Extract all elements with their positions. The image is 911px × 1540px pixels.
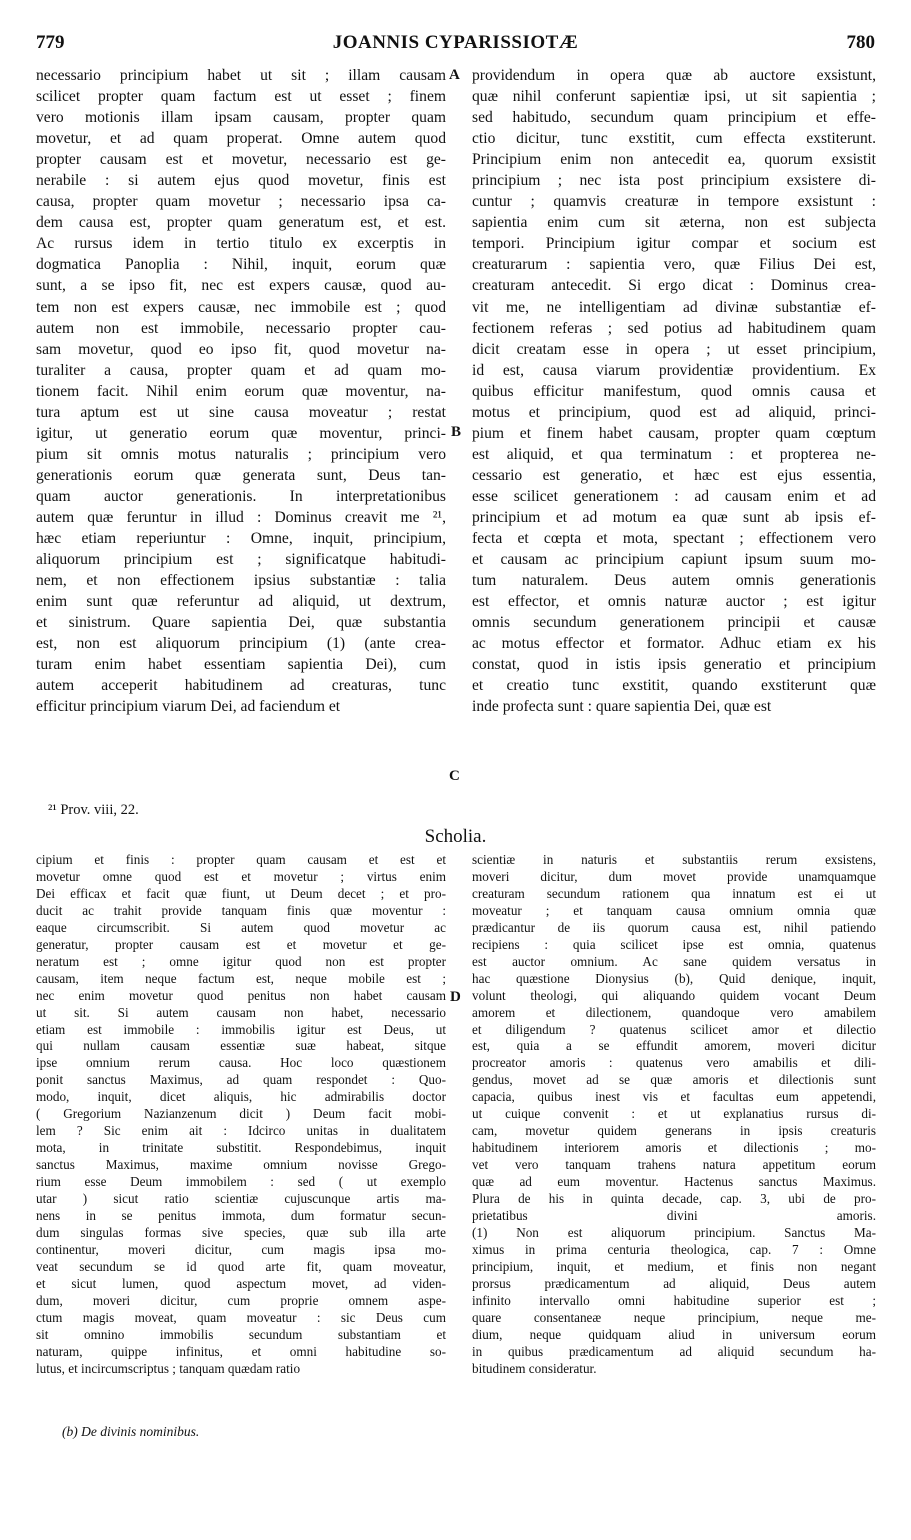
text-line: cessario est generatio, et hæc est ejus essentia,	[472, 466, 876, 484]
text-line: lem ? Sic enim ait : Idcirco unitas in dualitatem	[36, 1123, 446, 1139]
text-line: moveatur ; et tanquam causa omnium omnia quæ	[472, 902, 876, 918]
text-line: hac quæstione Dionysius (b), Quid denique, inquit,	[472, 970, 876, 986]
text-line: dum, moveri dicitur, cum proprie omnem aspe-	[36, 1292, 446, 1308]
text-line: Dei efficax et facit quæ fiunt, ut Deum decet ; et pro-	[36, 885, 446, 901]
text-line: sanctus Maximus, maxime omnium novisse Grego-	[36, 1157, 446, 1173]
text-line: neratum est ; omne igitur quod non est propter	[36, 953, 446, 969]
text-line: turaliter a causa, propter quam et ad quam mo-	[36, 361, 446, 379]
text-line: lutus, et incircumscriptus ; tanquam quædam ratio	[36, 1360, 301, 1376]
text-line: etiam est immobile : immobilis igitur est Deus, ut	[36, 1021, 446, 1037]
text-line: et creatio tunc exstitit, quando exstiterunt quæ	[472, 677, 876, 695]
scholia-left-column	[36, 852, 446, 1378]
text-line: igitur, ut generatio eorum quæ moventur, princi-	[36, 424, 446, 442]
text-line: id est, causa viarum providentiæ providentium. Ex	[472, 361, 876, 379]
text-line: volunt theologi, qui aliquando quidem vocant Deum	[472, 987, 876, 1003]
text-line: continentur, moveri dicitur, cum magis ipsa mo-	[36, 1241, 446, 1257]
text-line: prorsus prædicamentum ad aliquid, Deus autem	[472, 1275, 876, 1291]
text-line: dicit creatam esse in opera ; ut esset principium,	[472, 340, 876, 358]
text-line: hæc etiam reperiuntur : Omne, inquit, principium,	[36, 530, 446, 548]
text-line: dum singulas formas sive species, quæ sub illa arte	[36, 1224, 446, 1240]
text-line: cam, movetur quidem generans in ipsis creaturis	[472, 1123, 876, 1139]
text-line: prædicantur de iis quorum causa est, nihil patiendo	[472, 919, 876, 935]
text-line: causam, item neque factum est, neque mobile est ;	[36, 970, 446, 986]
text-line: tempori. Principium igitur compar et socium est	[472, 235, 876, 253]
text-line: tum naturalem. Deus autem omnis generationis	[472, 572, 876, 590]
text-line: quæ nihil conferunt sapientiæ ipsi, ut sit sapientia ;	[472, 88, 876, 106]
text-line: autem non est immobile, necessario propter cau-	[36, 319, 446, 337]
text-line: utar ) sicut ratio scientiæ cujuscunque artis ma-	[36, 1191, 446, 1207]
text-line: causa, propter quam movetur ; necessario ipsa ca-	[36, 193, 446, 211]
text-line: cipium et finis : propter quam causam et est et	[36, 852, 446, 867]
text-line: modo, inquit, dicet aliquis, hic admirabilis doctor	[36, 1089, 446, 1105]
text-line: pium et finem habet causam, propter quam cœptum	[472, 424, 876, 442]
text-line: dogmatica Panoplia : Nihil, inquit, eorum quæ	[36, 256, 446, 274]
text-line: mota, in trinitate substitit. Respondebimus, inquit	[36, 1140, 446, 1156]
text-line: scilicet propter quam factum est ut esset ; finem	[36, 88, 446, 106]
text-line: tionem facit. Nihil enim eorum quæ moventur, na-	[36, 382, 446, 400]
text-line: ctio dicitur, tunc exstitit, cum effecta exstiterunt.	[472, 130, 876, 148]
text-line: et sinistrum. Quare sapientia Dei, quæ substantia	[36, 614, 446, 632]
text-line: capacia, quibus inest vis et facultas eum appetendi,	[472, 1089, 876, 1105]
text-line: ac motus effector et formator. Adhuc etiam ex his	[472, 635, 876, 653]
text-line: vet vero tanquam trahens natura appetitum eorum	[472, 1157, 876, 1173]
text-line: quibus efficitur manifestum, quod omnis causa et	[472, 382, 876, 400]
text-line: ximus in prima centuria theologica, cap. 7 : Omne	[472, 1241, 876, 1257]
text-line: ( Gregorium Nazianzenum dicit ) Deum facit mobi-	[36, 1106, 446, 1122]
text-line: qui nullam causam essentiæ suæ habeat, sitque	[36, 1038, 446, 1054]
text-line: nec enim movetur quod penitus non habet causam	[36, 987, 446, 1003]
text-line: Principium enim non antecedit ea, quorum exsistit	[472, 151, 876, 169]
text-line: ducit ac trahit provide tanquam finis quæ moventur :	[36, 902, 446, 918]
text-line: infinito intervallo omni habitudine superior est ;	[472, 1292, 876, 1308]
page-number-right: 780	[846, 32, 875, 53]
text-line: principium, inquit, et medium, et finis non negant	[472, 1258, 876, 1274]
text-line: rium esse Deum immobilem : sed ( ut exemplo	[36, 1174, 446, 1190]
text-line: inde profecta sunt : quare sapientia Dei, quæ est	[472, 698, 772, 716]
text-line: quam auctor generationis. In interpretationibus	[36, 487, 446, 505]
scholia-right-column	[472, 852, 876, 1378]
text-line: nerabile : si autem ejus quod movetur, finis est	[36, 172, 446, 190]
text-line: fecta et cœpta et mota, spectant ; effectionem vero	[472, 530, 876, 548]
text-line: gendus, movet ad se quæ amoris et dilectionis sunt	[472, 1072, 876, 1088]
main-text-left-column	[36, 65, 446, 717]
text-line: et sicut lumen, quod aspectum movet, ad viden-	[36, 1275, 446, 1291]
text-line: omnis secundum generationem principii et causæ	[472, 614, 876, 632]
text-line: procreator amoris : quatenus vero amabilis et dili-	[472, 1055, 876, 1071]
text-line: prietatibus divini amoris.	[472, 1208, 876, 1224]
main-text-right-column	[472, 65, 876, 717]
text-line: ut sit. Si autem causam non habet, necessario	[36, 1004, 446, 1020]
text-line: ctum magis moveat, quam moveatur : sic Deus cum	[36, 1309, 446, 1325]
margin-marker-c: C	[449, 768, 460, 784]
text-line: enim sunt quæ referuntur ad aliquid, ut dextrum,	[36, 593, 446, 611]
text-line: constat, quod in istis ipsis generatio et principium	[472, 656, 876, 674]
text-line: est auctor omnium. Ac sane quidem versatus in	[472, 953, 876, 969]
text-line: esse scilicet generationem : ad causam enim et ad	[472, 487, 876, 505]
text-line: et causam ac principium capiunt ipsum suum mo-	[472, 551, 876, 569]
margin-marker-b: B	[451, 424, 462, 440]
text-line: necessario principium habet ut sit ; illam causam	[36, 67, 446, 84]
footnote: ²¹ Prov. viii, 22.	[48, 802, 139, 818]
text-line: autem quæ feruntur in illud : Dominus creavit me ²¹,	[36, 508, 446, 526]
text-line: veat secundum se id quod arte fit, quam moveatur,	[36, 1258, 446, 1274]
text-line: nem, et non effectionem ipsius substantiæ : talia	[36, 572, 446, 590]
text-line: sit omnino immobilis secundum substantiam et	[36, 1326, 446, 1342]
text-line: amorem et dilectionem, quandoque vero amabilem	[472, 1004, 876, 1020]
text-line: est, non est aliquorum principium (1) (ante crea-	[36, 635, 446, 653]
text-line: habitudinem interiorem amoris et dilectionis ; mo-	[472, 1140, 876, 1156]
text-line: ponit sanctus Maximus, ad quam respondet : Quo-	[36, 1072, 446, 1088]
text-line: bitudinem consideratur.	[472, 1360, 597, 1376]
text-line: dium, neque quidquam aliud in universum eorum	[472, 1326, 876, 1342]
scholia-note: (b) De divinis nominibus.	[62, 1424, 200, 1439]
text-line: cuntur ; quamvis creaturæ in tempore exsistunt :	[472, 193, 876, 211]
text-line: propter causam est et movetur, necessario est ge-	[36, 151, 446, 169]
text-line: naturam, quippe infinitus, et omni habitudine so-	[36, 1343, 446, 1359]
text-line: movetur omne quod est et movetur ; virtus enim	[36, 868, 446, 884]
page-number-left: 779	[36, 32, 65, 53]
text-line: creaturarum : sapientia vero, quæ Filius Dei est,	[472, 256, 876, 274]
text-line: nens in se penitus immota, dum formatur secun-	[36, 1208, 446, 1224]
scholia-heading: Scholia.	[424, 826, 487, 847]
text-line: creaturam secundum rationem qua innatum est ei ut	[472, 885, 876, 901]
text-line: (1) Non est aliquorum principium. Sanctus Ma-	[472, 1224, 876, 1240]
text-line: tura aptum est ut sine causa moveatur ; restat	[36, 403, 446, 421]
text-line: efficitur principium viarum Dei, ad faciendum et	[36, 698, 341, 716]
text-line: principium et ad motum ea quæ sunt ab ipsis ef-	[472, 508, 876, 526]
text-line: generationis eorum quæ generata sunt, Deus tan-	[36, 466, 446, 484]
text-line: quare consentaneæ neque principium, neque me-	[472, 1309, 876, 1325]
running-title: JOANNIS CYPARISSIOTÆ	[332, 32, 579, 53]
text-line: Ac rursus idem in tertio titulo ex excerptis in	[36, 235, 446, 253]
text-line: ut cuique convenit : et ut explanatius rursus di-	[472, 1106, 876, 1122]
text-line: eaque circumscribit. Si autem quod movetur ac	[36, 919, 446, 935]
text-line: fectionem referas ; sed potius ad habitudinem quam	[472, 319, 876, 337]
text-line: vero motionis illam ipsam causam, propter quam	[36, 109, 446, 127]
text-line: principium ; nec ista post principium exsistere di-	[472, 172, 876, 190]
text-line: aliquorum principium est ; significatque habitudi-	[36, 551, 446, 569]
margin-marker-a: A	[449, 67, 460, 83]
text-line: sunt, a se ipso fit, nec est expers causæ, quod au-	[36, 277, 446, 295]
text-line: Plura de his in quinta decade, cap. 3, ubi de pro-	[472, 1191, 876, 1207]
text-line: creaturam antecedit. Si ergo dicat : Dominus crea-	[472, 277, 876, 295]
text-line: tem non est expers causæ, nec immobile est ; quod	[36, 298, 446, 316]
text-line: scientiæ in naturis et substantiis rerum exsistens,	[472, 852, 876, 867]
text-line: autem acceperit habitudinem ad creaturas, tunc	[36, 677, 446, 695]
text-line: est effector, et omnis naturæ auctor ; est igitur	[472, 593, 876, 611]
text-line: sed habitudo, secundum quam principium et effe-	[472, 109, 876, 127]
text-line: in quibus prædicamentum ad aliquid secundum ha-	[472, 1343, 876, 1359]
text-line: pium sit omnis motus naturalis ; principium vero	[36, 445, 446, 463]
text-line: vit me, ne intelligentiam ad divinæ substantiæ ef-	[472, 298, 876, 316]
text-line: ipse omnium rerum causa. Hoc loco quæstionem	[36, 1055, 446, 1071]
text-line: dem causa est, propter quam generatum est, et est.	[36, 214, 446, 232]
text-line: et diligendum ? quatenus scilicet amor et dilectio	[472, 1021, 876, 1037]
text-line: generatur, propter causam est et movetur et ge-	[36, 936, 446, 952]
text-line: moveri dicitur, dum movet provide unamquamque	[472, 868, 876, 884]
text-line: turam enim habet essentiam sapientia Dei), cum	[36, 656, 446, 674]
text-line: recipiens : quia scilicet ipse est omnia, quatenus	[472, 936, 876, 952]
text-line: motus et principium, quod est ad aliquid, princi-	[472, 403, 876, 421]
margin-marker-d: D	[450, 989, 461, 1005]
text-line: providendum in opera quæ ab auctore exsistunt,	[472, 67, 876, 84]
text-line: movetur, et ad quam properat. Omne autem quod	[36, 130, 446, 148]
text-line: est, quia a se effundit amorem, moveri dicitur	[472, 1038, 876, 1054]
text-line: sapientia enim cum sit æterna, non est subjecta	[472, 214, 876, 232]
text-line: est aliquid, et qua terminatum : et propterea ne-	[472, 445, 876, 463]
text-line: quæ ad eum moventur. Hactenus sanctus Maximus.	[472, 1174, 876, 1190]
text-line: sam movetur, quod eo ipso fit, quod movetur na-	[36, 340, 446, 358]
